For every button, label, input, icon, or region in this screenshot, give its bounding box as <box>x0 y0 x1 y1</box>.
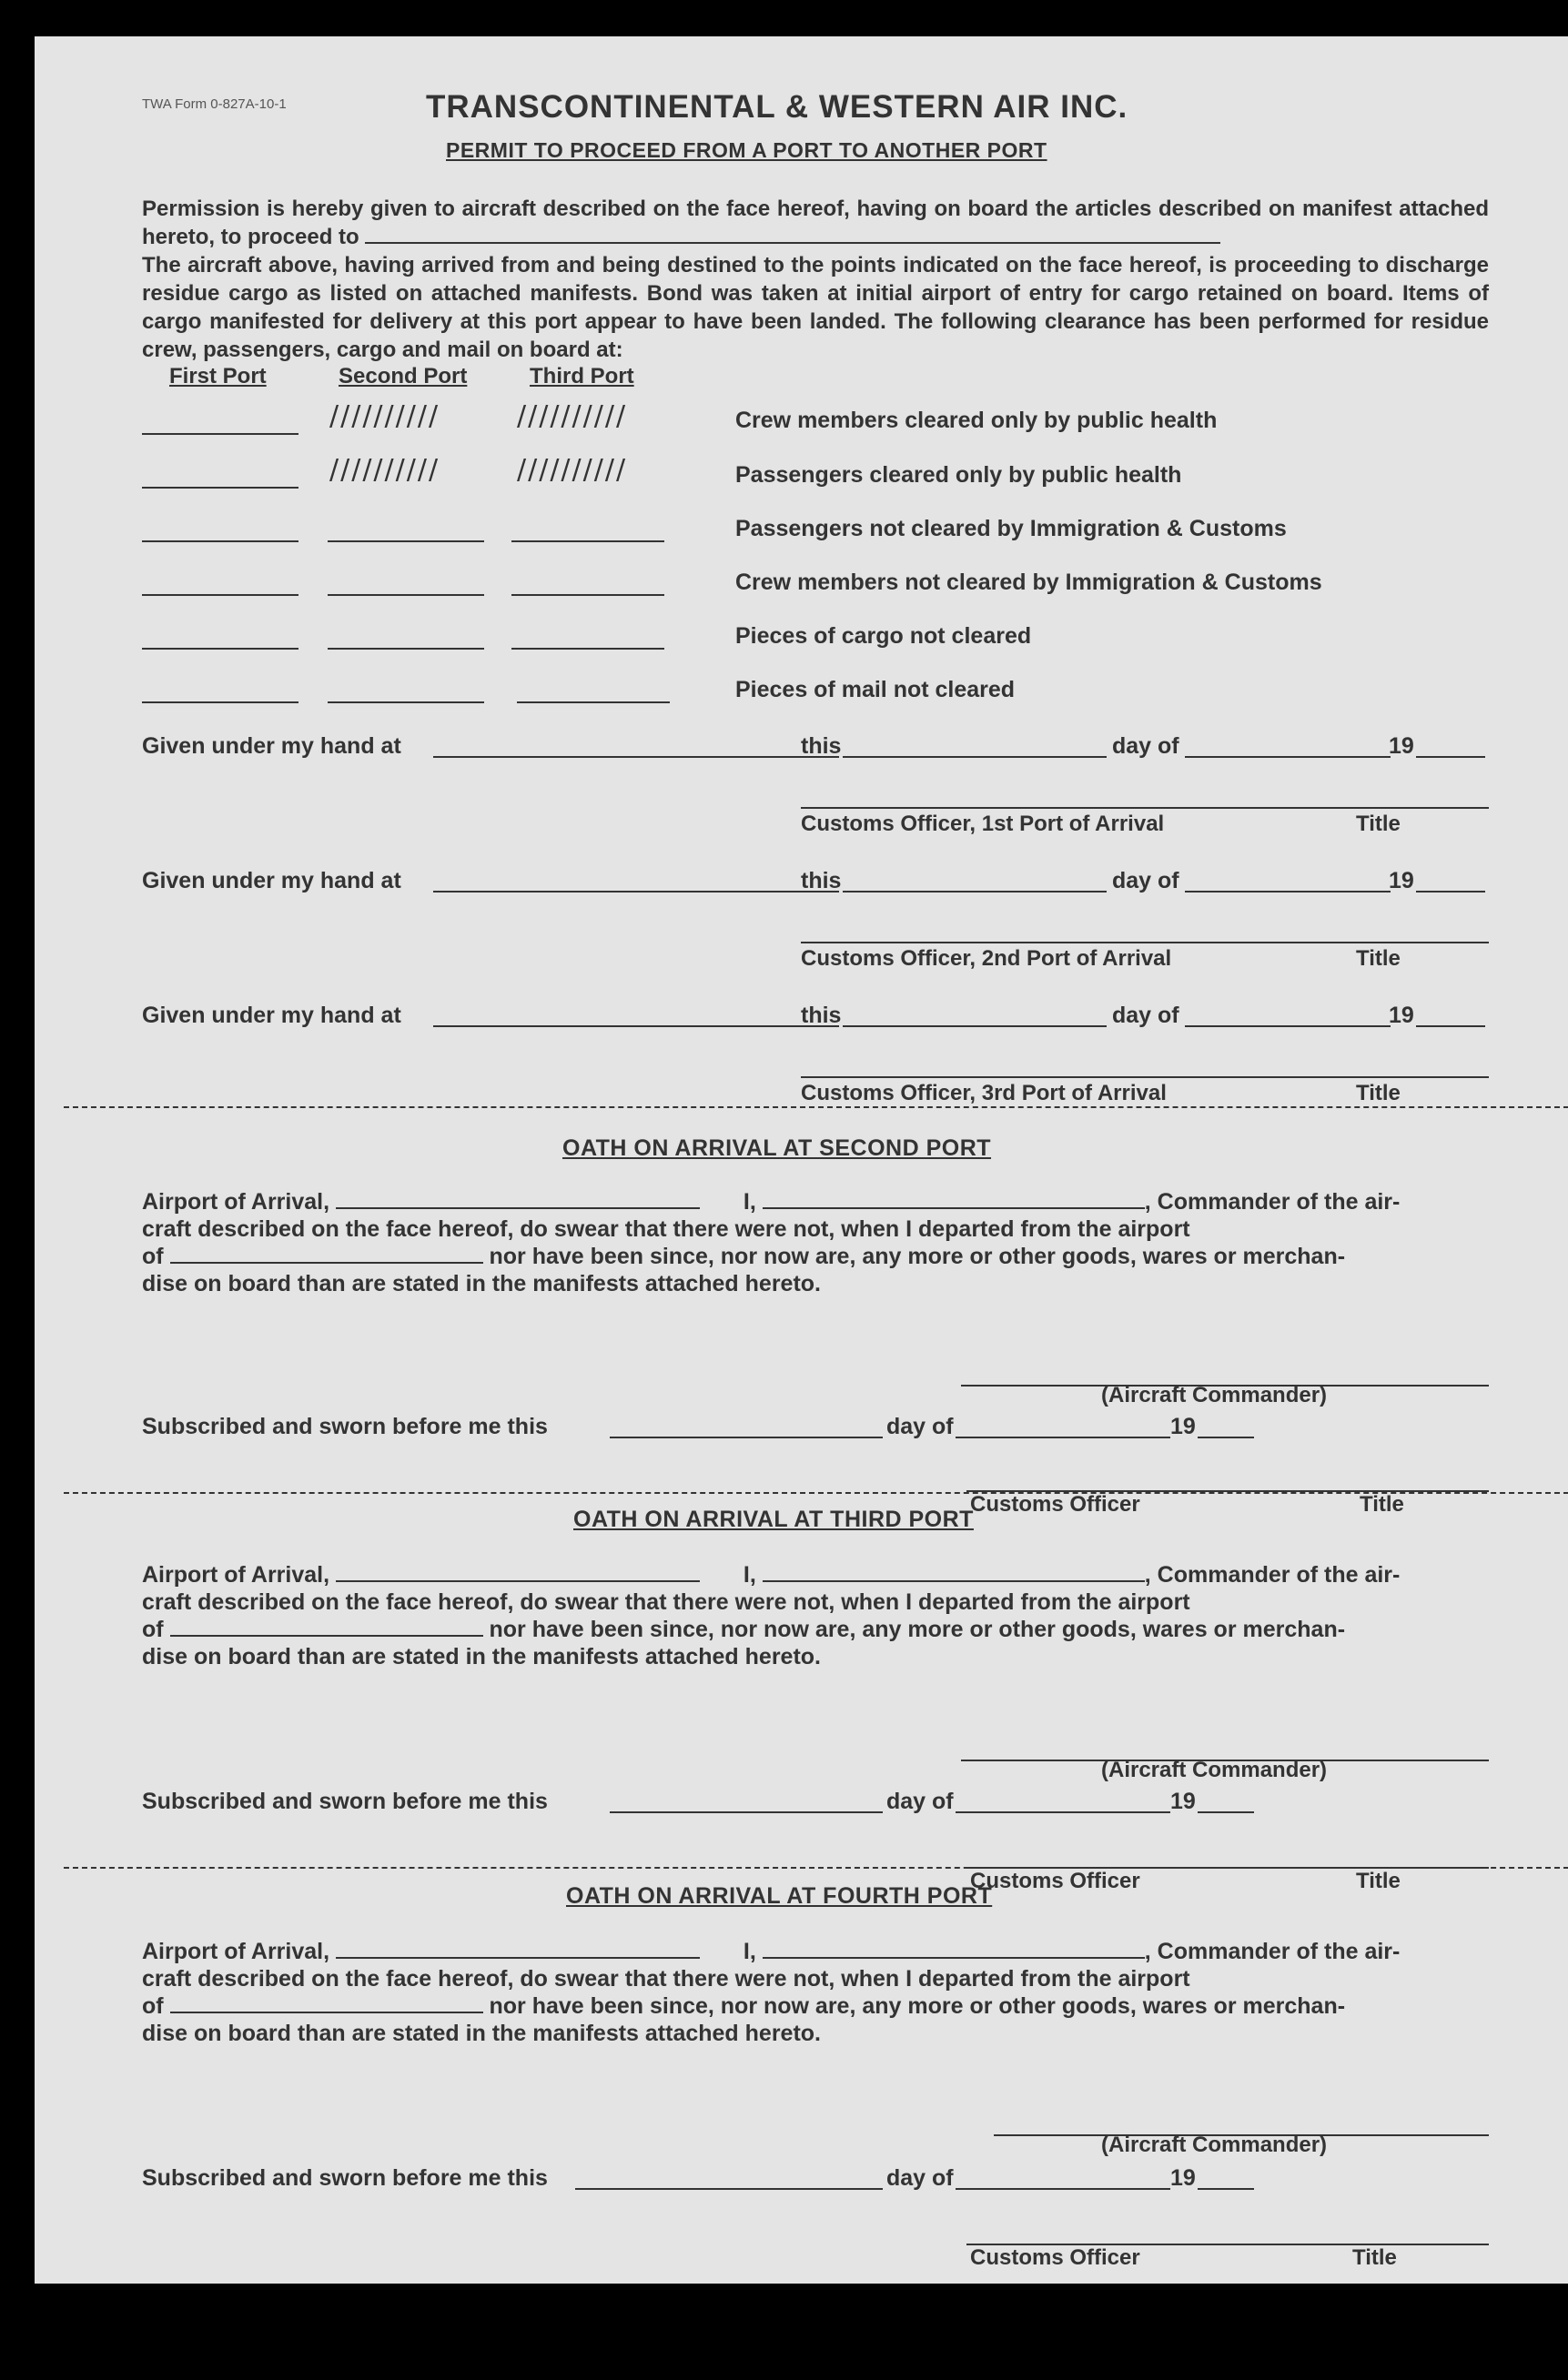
given-year-field-1[interactable] <box>1416 756 1485 758</box>
third-port-field-3[interactable] <box>511 540 664 542</box>
oath-fourth-port-body <box>142 1938 1489 2047</box>
airport-label: Airport of Arrival, <box>142 1939 330 1964</box>
subscribed-date-field[interactable] <box>610 1437 883 1438</box>
given-day-field-3[interactable] <box>843 1025 1107 1027</box>
col-second-port: Second Port <box>339 364 468 388</box>
first-port-field-1[interactable] <box>142 433 298 435</box>
col-third-port: Third Port <box>530 364 634 388</box>
title-label: Title <box>1356 1869 1401 1893</box>
given-place-field-2[interactable] <box>433 891 839 892</box>
hatch-mark: ////////// <box>517 400 628 432</box>
subscribed-date-field[interactable] <box>575 2188 883 2190</box>
first-port-field-3[interactable] <box>142 540 298 542</box>
first-port-field-4[interactable] <box>142 594 298 596</box>
departure-airport-field[interactable] <box>170 1244 483 1264</box>
commander-text: , Commander of the air- <box>1144 1189 1401 1215</box>
row-label: Pieces of cargo not cleared <box>735 623 1032 649</box>
officer-signature-2[interactable] <box>801 942 1489 943</box>
year-label: 19 <box>1170 1414 1196 1439</box>
customs-officer-label: Customs Officer <box>970 1869 1140 1893</box>
oath-body-2: nor have been since, nor now are, any more or other goods, wares or merchan- <box>489 1617 1346 1642</box>
commander-name-field[interactable] <box>763 1939 1145 1959</box>
intro-paragraph <box>142 195 1489 364</box>
first-port-field-5[interactable] <box>142 648 298 650</box>
day-of-label: day of <box>1112 868 1179 893</box>
hatch-mark: ////////// <box>329 400 440 432</box>
oath-body-1: craft described on the face hereof, do swear that there were not, when I departed from the airport <box>142 1589 1190 1615</box>
title-label: Title <box>1360 1492 1404 1517</box>
given-label: Given under my hand at <box>142 1003 401 1028</box>
oath-fourth-port-title: OATH ON ARRIVAL AT FOURTH PORT <box>566 1883 993 1909</box>
oath-second-port-title: OATH ON ARRIVAL AT SECOND PORT <box>562 1135 992 1161</box>
row-label: Crew members not cleared by Immigration & Customs <box>735 570 1322 595</box>
given-label: Given under my hand at <box>142 868 401 893</box>
hatch-mark: ////////// <box>329 454 440 486</box>
this-label: this <box>801 868 842 893</box>
customs-officer-label: Customs Officer <box>970 2245 1140 2270</box>
oath-body-1: craft described on the face hereof, do swear that there were not, when I departed from the airport <box>142 1966 1190 1992</box>
airport-field[interactable] <box>336 1939 700 1959</box>
commander-name-field[interactable] <box>763 1189 1145 1209</box>
oath-body-3: dise on board than are stated in the manifests attached hereto. <box>142 2021 821 2046</box>
first-port-field-6[interactable] <box>142 701 298 703</box>
row-label: Passengers cleared only by public health <box>735 462 1182 488</box>
section-divider <box>64 1867 1568 1869</box>
day-of-label: day of <box>1112 733 1179 759</box>
second-port-field-6[interactable] <box>328 701 484 703</box>
year-label: 19 <box>1170 2165 1196 2191</box>
airport-field[interactable] <box>336 1189 700 1209</box>
company-name: TRANSCONTINENTAL & WESTERN AIR INC. <box>426 89 1128 125</box>
oath-third-port-body <box>142 1561 1489 1670</box>
subscribed-year-field[interactable] <box>1198 1437 1254 1438</box>
third-port-field-5[interactable] <box>511 648 664 650</box>
day-of-label: day of <box>886 1414 954 1439</box>
given-year-field-3[interactable] <box>1416 1025 1485 1027</box>
subscribed-year-field[interactable] <box>1198 2188 1254 2190</box>
intro-text-1: Permission is hereby given to aircraft described on the face hereof, having on board the articles described on manifest attached hereto, to proceed to <box>142 197 1489 249</box>
title-label: Title <box>1356 1081 1401 1105</box>
permit-title: PERMIT TO PROCEED FROM A PORT TO ANOTHER PORT <box>446 138 1047 162</box>
officer-label-1: Customs Officer, 1st Port of Arrival <box>801 812 1165 836</box>
commander-name-field[interactable] <box>763 1562 1145 1582</box>
given-day-field-2[interactable] <box>843 891 1107 892</box>
commander-text: , Commander of the air- <box>1144 1939 1401 1964</box>
airport-label: Airport of Arrival, <box>142 1189 330 1215</box>
given-label: Given under my hand at <box>142 733 401 759</box>
col-first-port: First Port <box>169 364 267 388</box>
given-month-field-2[interactable] <box>1185 891 1391 892</box>
hatch-mark: ////////// <box>517 454 628 486</box>
i-label: I, <box>743 1562 756 1588</box>
of-label: of <box>142 1244 164 1269</box>
i-label: I, <box>743 1939 756 1964</box>
commander-text: , Commander of the air- <box>1144 1562 1401 1588</box>
departure-airport-field[interactable] <box>170 1617 483 1637</box>
officer-label-2: Customs Officer, 2nd Port of Arrival <box>801 946 1172 971</box>
aircraft-commander-label: (Aircraft Commander) <box>1101 1758 1328 1782</box>
oath-third-port-title: OATH ON ARRIVAL AT THIRD PORT <box>573 1507 974 1532</box>
second-port-field-5[interactable] <box>328 648 484 650</box>
this-label: this <box>801 733 842 759</box>
of-label: of <box>142 1993 164 2019</box>
oath-body-3: dise on board than are stated in the manifests attached hereto. <box>142 1644 821 1669</box>
section-divider <box>64 1492 1568 1494</box>
subscribed-month-field[interactable] <box>956 1437 1170 1438</box>
oath-body-3: dise on board than are stated in the manifests attached hereto. <box>142 1271 821 1296</box>
third-port-field-6[interactable] <box>517 701 670 703</box>
day-of-label: day of <box>1112 1003 1179 1028</box>
aircraft-commander-label: (Aircraft Commander) <box>1101 1383 1328 1407</box>
subscribed-label: Subscribed and sworn before me this <box>142 1789 548 1814</box>
form-page <box>35 36 1568 2284</box>
aircraft-commander-label: (Aircraft Commander) <box>1101 2133 1328 2157</box>
subscribed-month-field[interactable] <box>956 2188 1170 2190</box>
officer-signature-1[interactable] <box>801 807 1489 809</box>
year-label: 19 <box>1170 1789 1196 1814</box>
subscribed-month-field[interactable] <box>956 1811 1170 1813</box>
first-port-field-2[interactable] <box>142 487 298 489</box>
oath-body-1: craft described on the face hereof, do swear that there were not, when I departed from the airport <box>142 1216 1190 1242</box>
subscribed-date-field[interactable] <box>610 1811 883 1813</box>
oath-second-port-body <box>142 1188 1489 1297</box>
given-year-field-2[interactable] <box>1416 891 1485 892</box>
given-month-field-1[interactable] <box>1185 756 1391 758</box>
row-label: Pieces of mail not cleared <box>735 677 1016 702</box>
year-label: 19 <box>1389 1003 1414 1028</box>
year-label: 19 <box>1389 733 1414 759</box>
row-label: Passengers not cleared by Immigration & Customs <box>735 516 1287 541</box>
title-label: Title <box>1356 812 1401 836</box>
section-divider <box>64 1106 1568 1108</box>
given-month-field-3[interactable] <box>1185 1025 1391 1027</box>
given-place-field-1[interactable] <box>433 756 839 758</box>
subscribed-year-field[interactable] <box>1198 1811 1254 1813</box>
form-number: TWA Form 0-827A-10-1 <box>142 96 287 112</box>
proceed-to-field[interactable] <box>365 224 1220 244</box>
i-label: I, <box>743 1189 756 1215</box>
given-day-field-1[interactable] <box>843 756 1107 758</box>
airport-label: Airport of Arrival, <box>142 1562 330 1588</box>
officer-signature-3[interactable] <box>801 1076 1489 1078</box>
day-of-label: day of <box>886 1789 954 1814</box>
oath-body-2: nor have been since, nor now are, any more or other goods, wares or merchan- <box>489 1244 1346 1269</box>
third-port-field-4[interactable] <box>511 594 664 596</box>
intro-text-2: The aircraft above, having arrived from and being destined to the points indicated on the face hereof, is proceeding to discharge residue cargo as listed on attached manifests. Bond was taken at initial airport of entry for cargo retained on board. Items of cargo manifested for delivery at this port appear to have been landed. The following clearance has been performed for residue crew, passengers, cargo and mail on board at: <box>142 253 1489 362</box>
row-label: Crew members cleared only by public health <box>735 408 1218 433</box>
of-label: of <box>142 1617 164 1642</box>
subscribed-label: Subscribed and sworn before me this <box>142 2165 548 2191</box>
subscribed-label: Subscribed and sworn before me this <box>142 1414 548 1439</box>
second-port-field-4[interactable] <box>328 594 484 596</box>
this-label: this <box>801 1003 842 1028</box>
customs-officer-label: Customs Officer <box>970 1492 1140 1517</box>
departure-airport-field[interactable] <box>170 1993 483 2013</box>
title-label: Title <box>1356 946 1401 971</box>
oath-body-2: nor have been since, nor now are, any more or other goods, wares or merchan- <box>489 1993 1346 2019</box>
airport-field[interactable] <box>336 1562 700 1582</box>
given-place-field-3[interactable] <box>433 1025 839 1027</box>
day-of-label: day of <box>886 2165 954 2191</box>
year-label: 19 <box>1389 868 1414 893</box>
second-port-field-3[interactable] <box>328 540 484 542</box>
officer-label-3: Customs Officer, 3rd Port of Arrival <box>801 1081 1167 1105</box>
title-label: Title <box>1352 2245 1397 2270</box>
